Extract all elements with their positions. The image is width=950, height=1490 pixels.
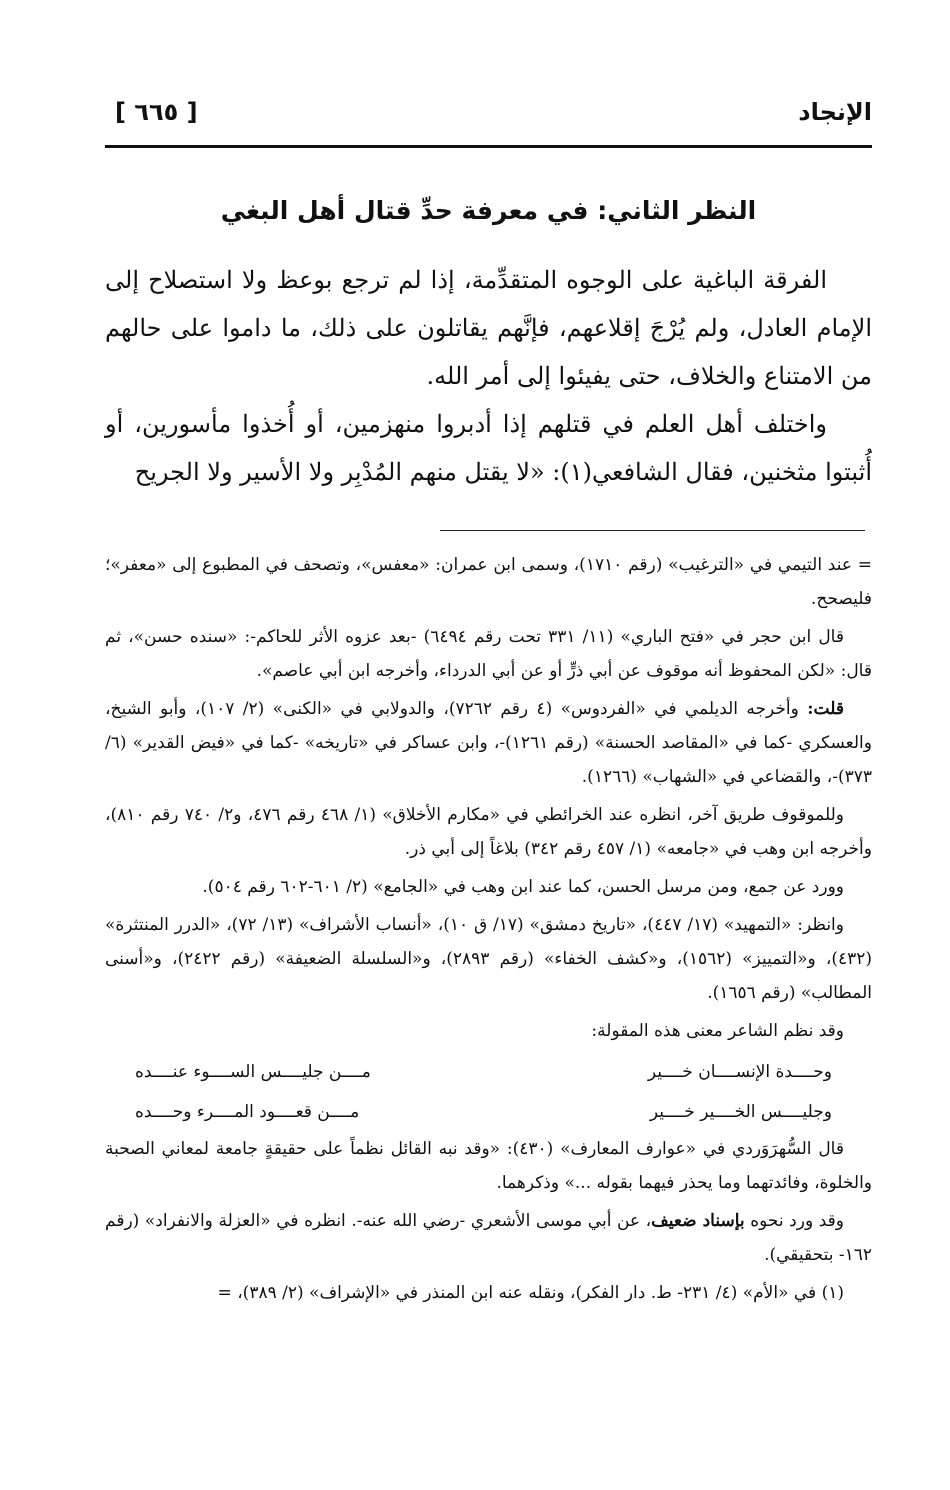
- footnote-text: وقد ورد نحوه: [744, 1211, 845, 1231]
- footnote-paragraph: وقد نظم الشاعر معنى هذه المقولة:: [591, 1021, 844, 1041]
- footnote-separator: [440, 530, 865, 531]
- section-heading: النظر الثاني: في معرفة حدِّ قتال أهل البغي: [220, 196, 757, 225]
- footnote-paragraph: وللموقوف طريق آخر، انظره عند الخرائطي في «مكارم الأخلاق» (١/ ٤٦٨ رقم ٤٧٦، و٢/ ٧٤٠ رقم ٨١٠)، وأخرجه ابن وهب في «جامعه» (١/ ٤٥٧ رقم ٣٤٢) بلاغاً إلى أبي ذر.: [105, 805, 872, 859]
- footnote-paragraph: (١) في «الأم» (٤/ ٢٣١- ط. دار الفكر)، ونقله عنه ابن المنذر في «الإشراف» (٢/ ٣٨٩)، =: [217, 1283, 844, 1303]
- page-number: [ ٦٦٥ ]: [115, 98, 198, 126]
- header-rule: [105, 145, 872, 148]
- footnote-label: قلت:: [807, 699, 844, 719]
- footnote-paragraph: [105, 1204, 872, 1272]
- footnote-paragraph: [105, 692, 872, 794]
- footnote-text: ، عن أبي موسى الأشعري -رضي الله عنه-. انظره في «العزلة والانفراد» (رقم ١٦٢- بتحقيقي).: [105, 1211, 872, 1265]
- main-text: [105, 256, 872, 496]
- verse-line: [105, 1092, 872, 1132]
- footnote-paragraph: وانظر: «التمهيد» (١٧/ ٤٤٧)، «تاريخ دمشق» (١٧/ ق ١٠)، «أنساب الأشراف» (١٣/ ٧٢)، «الدرر المنتثرة» (٤٣٢)، و«التمييز» (١٥٦٢)، و«كشف الخفاء» (رقم ٢٨٩٣)، و«السلسلة الضعيفة» (رقم ٢٤٢٢)، و«أسنى المطالب» (رقم ١٦٥٦).: [105, 915, 872, 1003]
- footnote-paragraph: وورد عن جمع، ومن مرسل الحسن، كما عند ابن وهب في «الجامع» (٢/ ٦٠١-٦٠٢ رقم ٥٠٤).: [202, 877, 844, 897]
- verse-hemistich: مــــن قعــــود المــــرء وحــــده: [135, 1102, 360, 1122]
- running-title: الإنجاد: [798, 98, 872, 126]
- verse-hemistich: وجليــــس الخــــير خــــير: [649, 1102, 832, 1122]
- footnote-paragraph: قال السُّهرَوَردي في «عوارف المعارف» (٤٣٠): «وقد نبه القائل نظماً على حقيقةٍ جامعة لمعاني الصحبة والخلوة، وفائدتهما وما يحذر فيهما بقوله ...» وذكرهما.: [105, 1139, 872, 1193]
- footnote-continuation: = عند التيمي في «الترغيب» (رقم ١٧١٠)، وسمى ابن عمران: «معفس»، وتصحف في المطبوع إلى «معفر»؛ فليصحح.: [105, 555, 873, 609]
- body-paragraph: واختلف أهل العلم في قتلهم إذا أدبروا منهزمين، أو أُخذوا مأسورين، أو أُثبتوا مثخنين، فقال الشافعي(١): «لا يقتل منهم المُدْبِر ولا الأسير ولا الجريح: [105, 410, 872, 486]
- verse-hemistich: مــــن جليــــس الســــوء عنــــده: [135, 1062, 371, 1082]
- footnotes: [105, 548, 872, 1314]
- footnote-emphasis: بإسناد ضعيف: [651, 1211, 745, 1231]
- page-header: [105, 98, 872, 132]
- verse-hemistich: وحــــدة الإنســــان خــــير: [647, 1062, 832, 1082]
- footnote-text: وأخرجه الديلمي في «الفردوس» (٤ رقم ٧٢٦٢)، والدولابي في «الكنى» (٢/ ١٠٧)، وأبو الشيخ، والعسكري -كما في «المقاصد الحسنة» (رقم ١٢٦١)-، وابن عساكر في «تاريخه» -كما في «فيض القدير» (٦/ ٣٧٣)-، والقضاعي في «الشهاب» (١٢٦٦).: [105, 699, 872, 787]
- verse-line: [105, 1052, 872, 1092]
- body-paragraph: الفرقة الباغية على الوجوه المتقدِّمة، إذا لم ترجع بوعظ ولا استصلاح إلى الإمام العادل، ولم يُرْجَ إقلاعهم، فإنَّهم يقاتلون على ذلك، ما داموا على حالهم من الامتناع والخلاف، حتى يفيئوا إلى أمر الله.: [105, 266, 872, 390]
- footnote-paragraph: قال ابن حجر في «فتح الباري» (١١/ ٣٣١ تحت رقم ٦٤٩٤) -بعد عزوه الأثر للحاكم-: «سنده حسن»، ثم قال: «لكن المحفوظ أنه موقوف عن أبي ذرٍّ أو عن أبي الدرداء، وأخرجه ابن أبي عاصم».: [105, 627, 872, 681]
